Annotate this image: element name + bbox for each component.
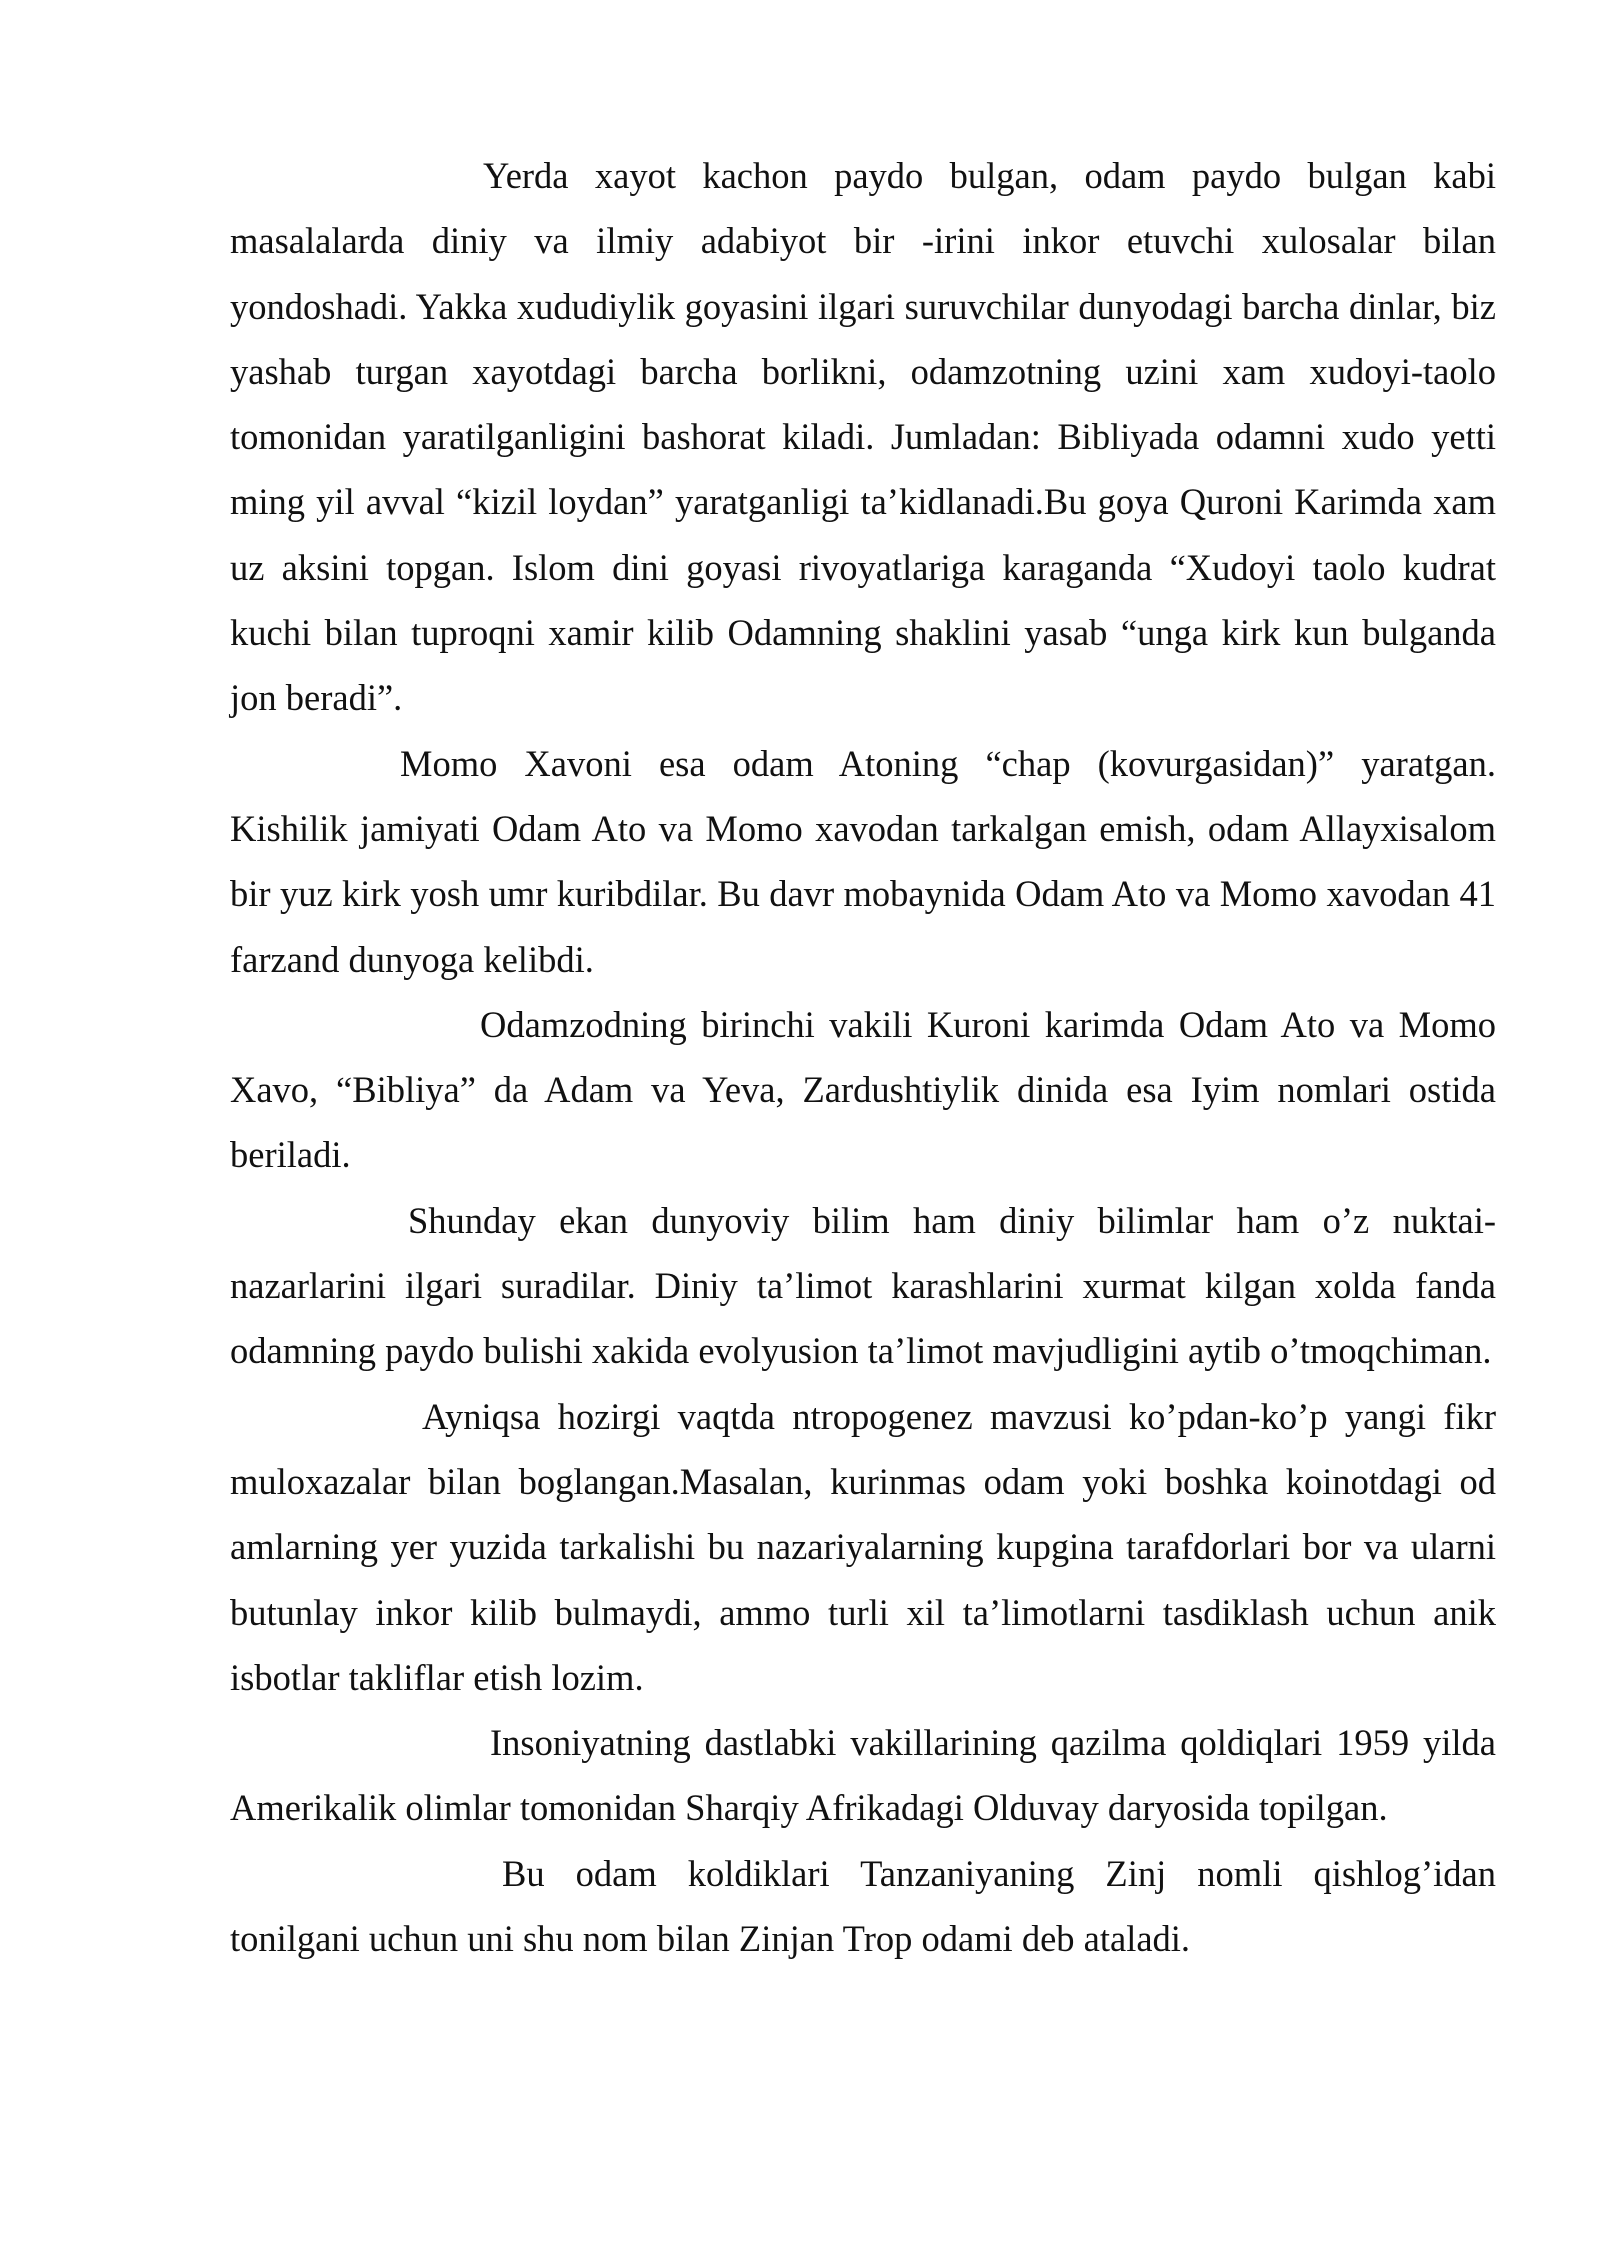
paragraph-5: Ayniqsa hozirgi vaqtda ntropogenez mavzusi ko’pdan-ko’p yangi fikr muloxazalar bilan boglangan.Masalan, kurinmas odam yoki boshka koinotdagi od amlarning yer yuzida tarkalishi bu nazariyalarning kupgina tarafdorlari bor va ularni butunlay inkor kilib bulmaydi, ammo turli xil ta’limotlarni tasdiklash uchun anik isbotlar takliflar etish lozim.	[230, 1395, 1496, 1698]
document-body	[230, 143, 1496, 1971]
paragraph-7: Bu odam koldiklari Tanzaniyaning Zinj nomli qishlog’idan tonilgani uchun uni shu nom bilan Zinjan Trop odami deb ataladi.	[230, 1852, 1496, 1960]
paragraph-3: Odamzodning birinchi vakili Kuroni karimda Odam Ato va Momo Xavo, “Bibliya” da Adam va Yeva, Zardushtiylik dinida esa Iyim nomlari ostida beriladi.	[230, 1003, 1496, 1176]
paragraph-6: Insoniyatning dastlabki vakillarining qazilma qoldiqlari 1959 yilda Amerikalik olimlar tomonidan Sharqiy Afrikadagi Olduvay daryosida topilgan.	[230, 1722, 1496, 1829]
paragraph-1: Yerda xayot kachon paydo bulgan, odam paydo bulgan kabi masalalarda diniy va ilmiy adabiyot bir -irini inkor etuvchi xulosalar bilan yondoshadi. Yakka xududiylik goyasini ilgari suruvchilar dunyodagi barcha dinlar, biz yashab turgan xayotdagi barcha borlikni, odamzotning uzini xam xudoyi-taolo tomonidan yaratilganligini bashorat kiladi. Jumladan: Bibliyada odamni xudo yetti ming yil avval “kizil loydan” yaratganligi ta’kidlanadi.Bu goya Quroni Karimda xam uz aksini topgan. Islom dini goyasi rivoyatlariga karaganda “Xudoyi taolo kudrat kuchi bilan tuproqni xamir kilib Odamning shaklini yasab “unga kirk kun bulganda jon beradi”.	[230, 155, 1496, 719]
paragraph-2: Momo Xavoni esa odam Atoning “chap (kovurgasidan)” yaratgan. Kishilik jamiyati Odam Ato va Momo xavodan tarkalgan emish, odam Allayxisalom bir yuz kirk yosh umr kuribdilar. Bu davr mobaynida Odam Ato va Momo xavodan 41 farzand dunyoga kelibdi.	[230, 742, 1496, 980]
paragraph-4: Shunday ekan dunyoviy bilim ham diniy bilimlar ham o’z nuktai-nazarlarini ilgari suradilar. Diniy ta’limot karashlarini xurmat kilgan xolda fanda odamning paydo bulishi xakida evolyusion ta’limot mavjudligini aytib o’tmoqchiman.	[230, 1199, 1496, 1372]
